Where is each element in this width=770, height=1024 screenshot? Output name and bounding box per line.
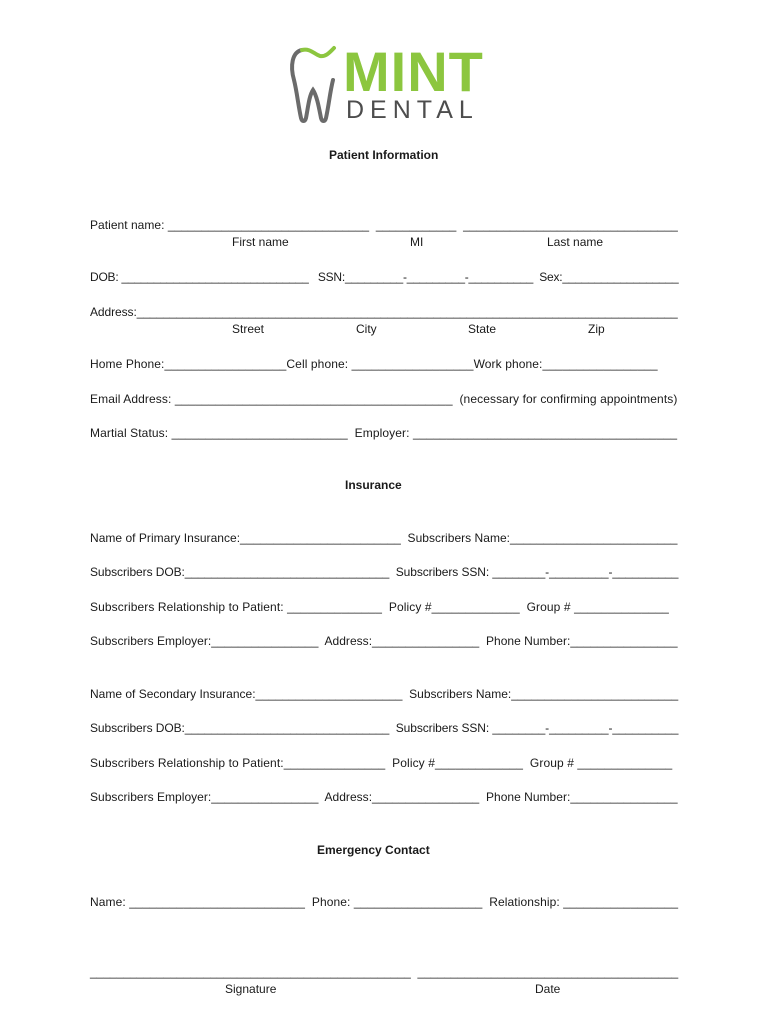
primary-subscriber-dob-line[interactable]: Subscribers DOB:_______________________________ Subscribers SSN: ________-_________-__________ bbox=[90, 565, 679, 579]
secondary-insurance-name-line[interactable]: Name of Secondary Insurance:______________________ Subscribers Name:_________________________ bbox=[90, 687, 679, 701]
email-line[interactable]: Email Address: _________________________________________ (necessary for confirming appointments) bbox=[90, 392, 678, 406]
insurance-heading: Insurance bbox=[345, 478, 402, 492]
last-name-label: Last name bbox=[547, 235, 604, 249]
tooth-icon bbox=[288, 44, 338, 124]
primary-relationship-line[interactable]: Subscribers Relationship to Patient: ______________ Policy #_____________ Group # ______________ bbox=[90, 600, 669, 614]
first-name-label: First name bbox=[232, 235, 289, 249]
dob-ssn-sex-line[interactable]: DOB: _____________________________ SSN:_________-_________-__________ Sex:__________________ bbox=[90, 270, 679, 284]
city-label: City bbox=[356, 322, 377, 336]
marital-employer-line[interactable]: Martial Status: __________________________ Employer: _______________________________________ bbox=[90, 426, 678, 440]
phone-line[interactable]: Home Phone:__________________Cell phone: __________________Work phone:_________________ bbox=[90, 357, 658, 371]
date-label: Date bbox=[535, 982, 561, 996]
secondary-employer-line[interactable]: Subscribers Employer:________________ Address:________________ Phone Number:________________ bbox=[90, 790, 678, 804]
signature-date-line[interactable]: ________________________________________________ _______________________________________ bbox=[90, 965, 679, 979]
secondary-subscriber-dob-line[interactable]: Subscribers DOB:_______________________________ Subscribers SSN: ________-_________-__________ bbox=[90, 721, 679, 735]
zip-label: Zip bbox=[588, 322, 605, 336]
emergency-contact-line[interactable]: Name: __________________________ Phone: ___________________ Relationship: _________________ bbox=[90, 895, 679, 909]
mi-label: MI bbox=[410, 235, 424, 249]
secondary-relationship-line[interactable]: Subscribers Relationship to Patient:_______________ Policy #_____________ Group # ______________ bbox=[90, 756, 673, 770]
patient-information-heading: Patient Information bbox=[329, 148, 439, 162]
emergency-contact-heading: Emergency Contact bbox=[317, 843, 430, 857]
address-line[interactable]: Address:__________________________________________________________________________________ bbox=[90, 305, 678, 319]
signature-label: Signature bbox=[225, 982, 277, 996]
state-label: State bbox=[468, 322, 497, 336]
street-label: Street bbox=[232, 322, 265, 336]
mint-dental-logo bbox=[288, 40, 488, 126]
logo-word-mint: MINT bbox=[343, 40, 484, 103]
primary-insurance-name-line[interactable]: Name of Primary Insurance:________________________ Subscribers Name:_________________________ bbox=[90, 531, 678, 545]
logo-word-dental: DENTAL bbox=[346, 96, 479, 124]
primary-employer-line[interactable]: Subscribers Employer:________________ Address:________________ Phone Number:________________ bbox=[90, 634, 678, 648]
patient-name-line[interactable]: Patient name: ______________________________ ____________ ________________________________ bbox=[90, 218, 678, 232]
